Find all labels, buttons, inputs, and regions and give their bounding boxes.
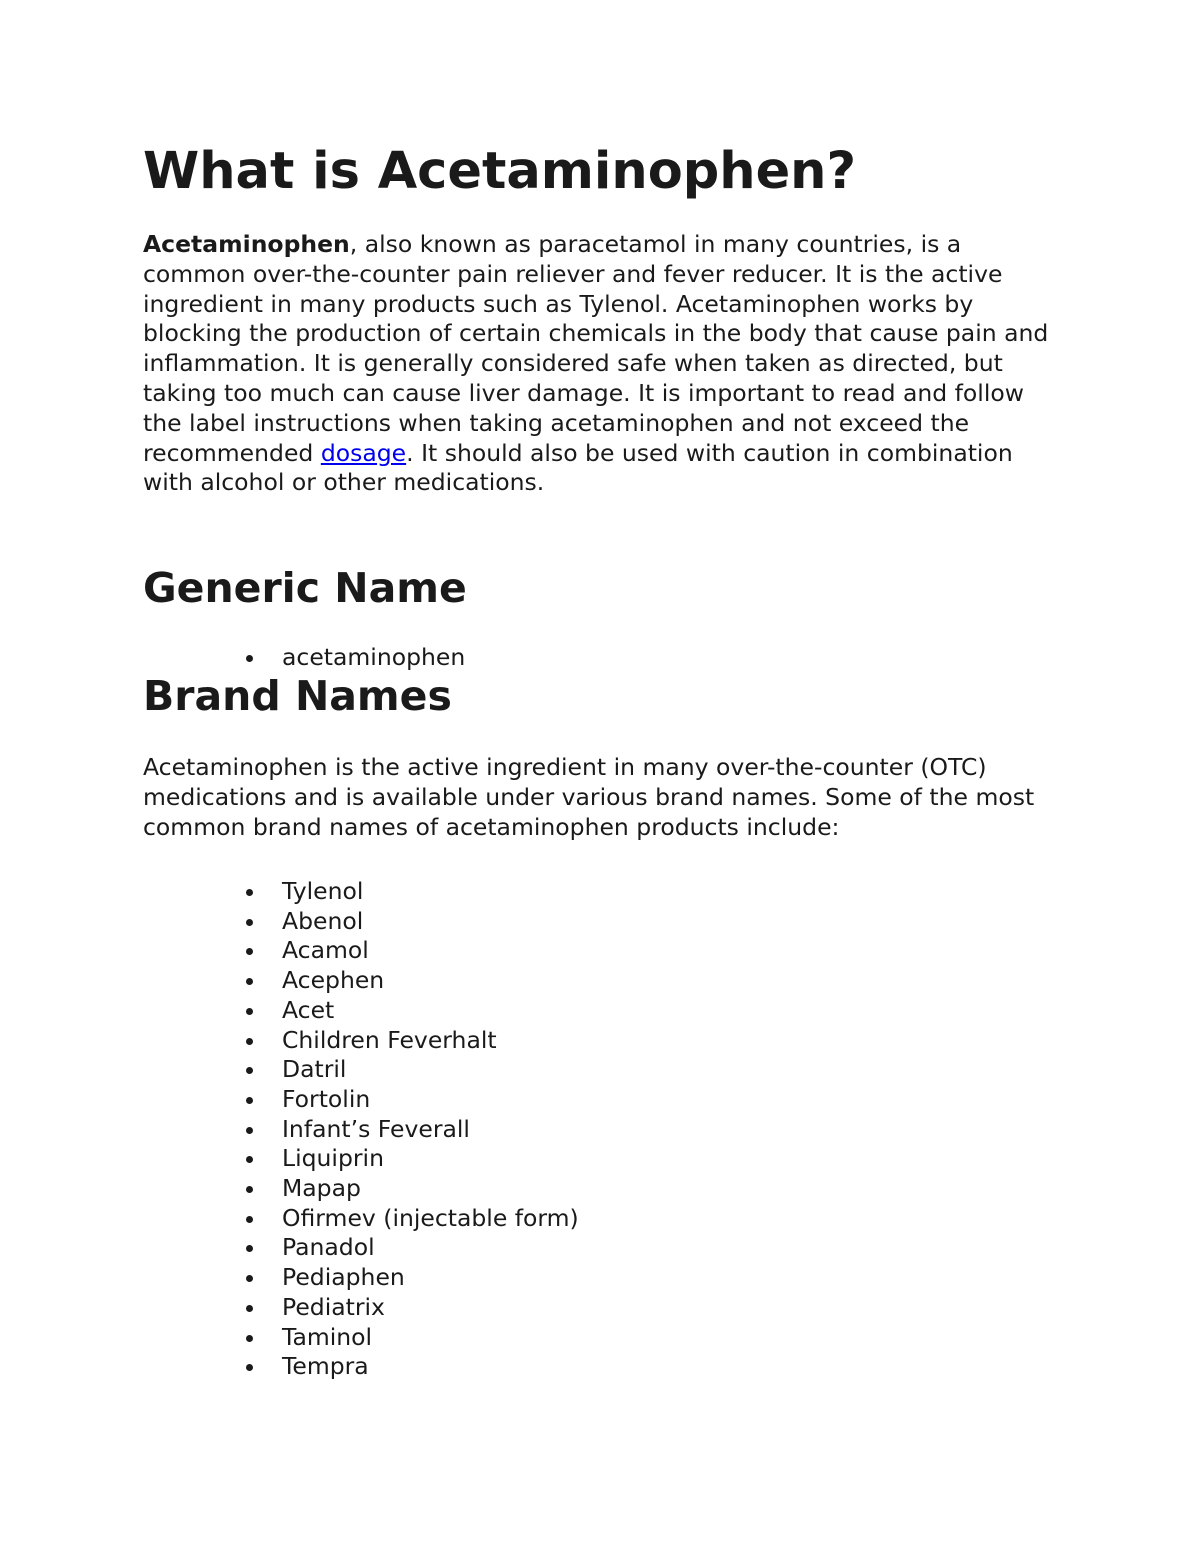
list-item: Pediaphen (143, 1263, 579, 1293)
list-item: Infant’s Feverall (143, 1115, 579, 1145)
list-item: Datril (143, 1055, 579, 1085)
dosage-link[interactable]: dosage (320, 438, 407, 467)
brand-intro-paragraph: Acetaminophen is the active ingredient in many over-the-counter (OTC) medications and is available under various brand names. Some of the most common brand names of acetaminophen products include: (143, 753, 1035, 841)
list-item: Children Feverhalt (143, 1026, 579, 1056)
list-item: Liquiprin (143, 1144, 579, 1174)
generic-name-heading: Generic Name (143, 564, 467, 612)
intro-paragraph (143, 230, 1063, 498)
brand-names-list (143, 877, 579, 1382)
list-item: Mapap (143, 1174, 579, 1204)
list-item: Fortolin (143, 1085, 579, 1115)
generic-name-list (143, 643, 465, 673)
intro-text-before-link: , also known as paracetamol in many countries, is a common over-the-counter pain reliever and fever reducer. It is the active ingredient in many products such as Tylenol. Acetaminophen works by blocking the production of certain chemicals in the body that cause pain and inflammation. It is generally considered safe when taken as directed, but taking too much can cause liver damage. It is important to read and follow the label instructions when taking acetaminophen and not exceed the recommended (143, 230, 1049, 467)
list-item: Acephen (143, 966, 579, 996)
list-item: Panadol (143, 1233, 579, 1263)
list-item: Ofirmev (injectable form) (143, 1204, 579, 1234)
list-item: Acamol (143, 936, 579, 966)
list-item: Abenol (143, 907, 579, 937)
intro-text-after-link: . It should also be used with caution in combination with alcohol or other medications. (143, 438, 1013, 497)
brand-names-heading: Brand Names (143, 672, 452, 720)
list-item: Pediatrix (143, 1293, 579, 1323)
list-item: Tylenol (143, 877, 579, 907)
list-item: Tempra (143, 1352, 579, 1382)
list-item: acetaminophen (143, 643, 465, 673)
list-item: Acet (143, 996, 579, 1026)
page-title: What is Acetaminophen? (143, 142, 857, 201)
intro-bold-term: Acetaminophen (143, 230, 350, 258)
list-item: Taminol (143, 1323, 579, 1353)
